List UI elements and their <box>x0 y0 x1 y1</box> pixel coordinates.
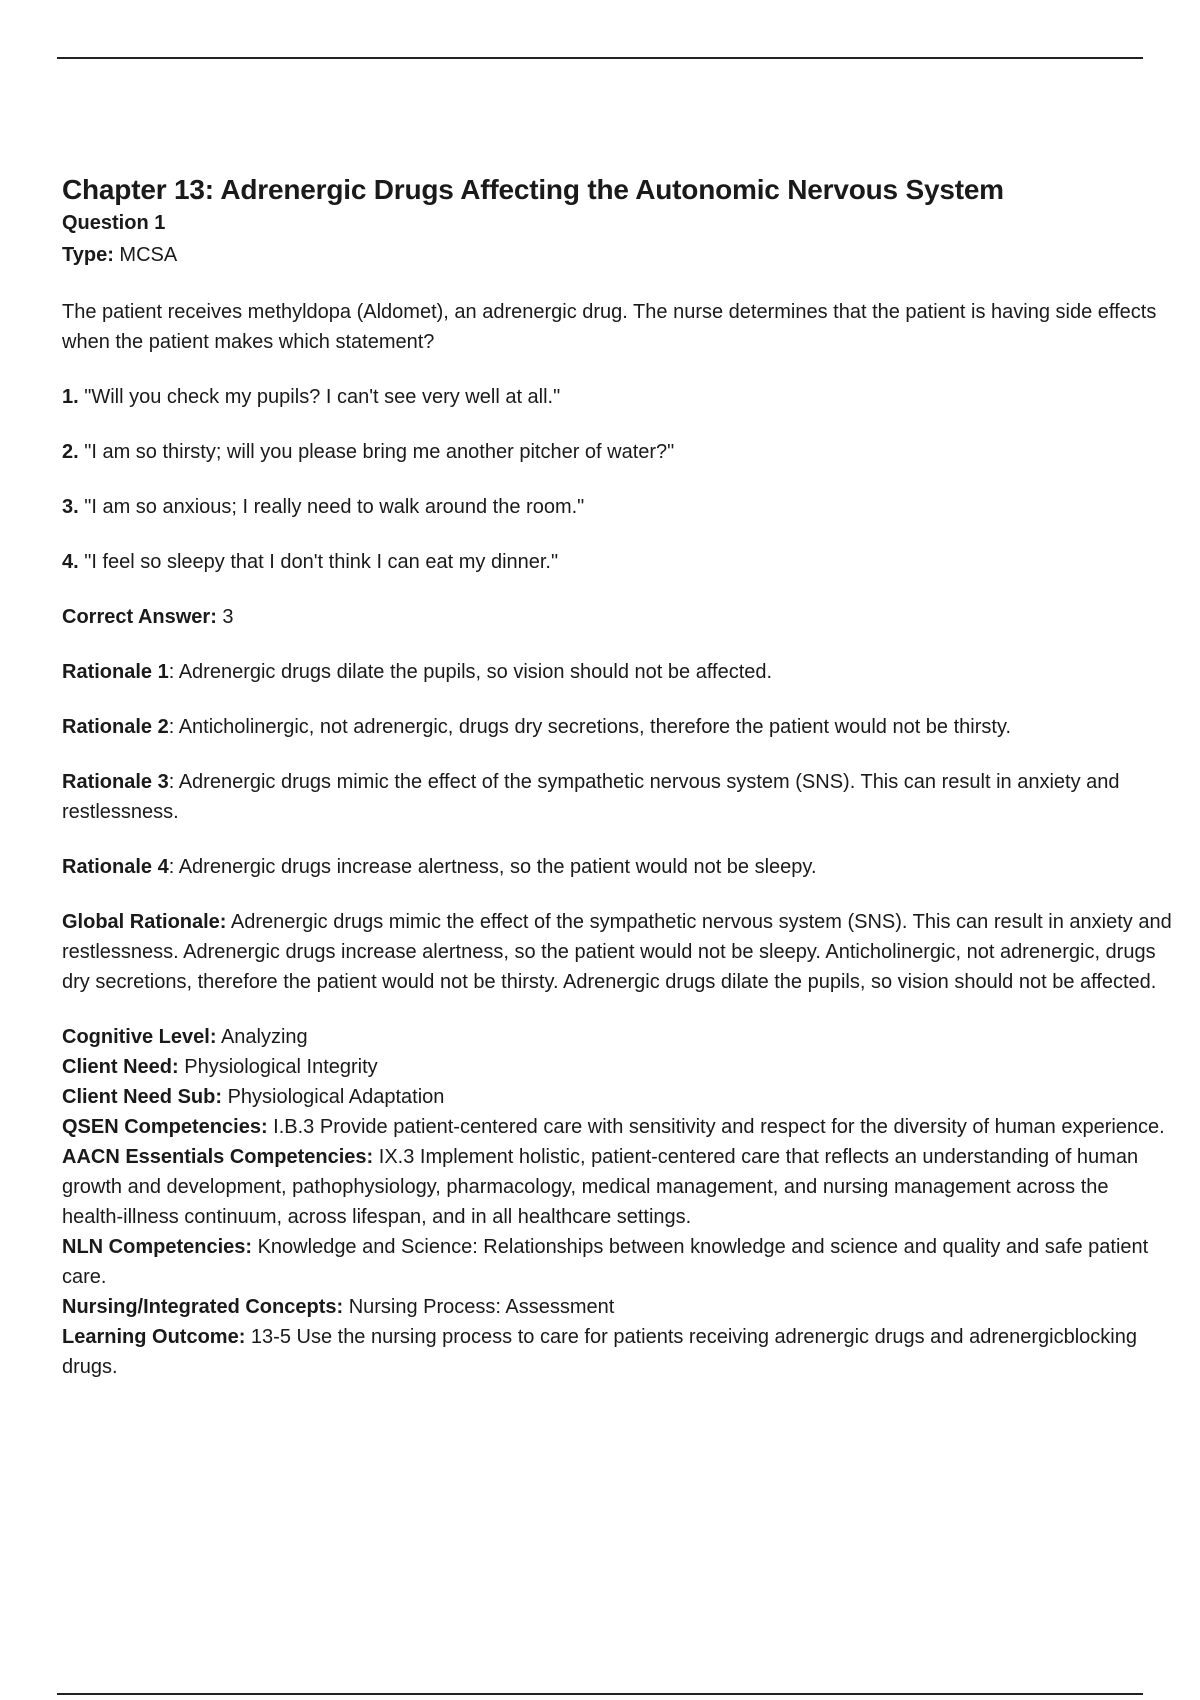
cognitive-level: Cognitive Level: Analyzing <box>62 1026 308 1048</box>
nln-competencies: NLN Competencies: Knowledge and Science: Relationships between knowledge and science and quality and safe patient care. <box>62 1236 1149 1288</box>
answer-option-1: 1. "Will you check my pupils? I can't see very well at all." <box>62 386 561 408</box>
rationale-1: Rationale 1: Adrenergic drugs dilate the pupils, so vision should not be affected. <box>62 661 773 683</box>
learning-outcome: Learning Outcome: 13-5 Use the nursing process to care for patients receiving adrenergic drugs and adrenergicblocking drugs. <box>62 1326 1137 1378</box>
correct-answer: Correct Answer: 3 <box>62 606 234 628</box>
chapter-title: Chapter 13: Adrenergic Drugs Affecting the Autonomic Nervous System <box>62 174 1004 205</box>
rationale-2: Rationale 2: Anticholinergic, not adrenergic, drugs dry secretions, therefore the patient would not be thirsty. <box>62 716 1012 738</box>
answer-option-4: 4. "I feel so sleepy that I don't think I can eat my dinner." <box>62 551 559 573</box>
document-body <box>62 172 1172 1382</box>
qsen-competencies: QSEN Competencies: I.B.3 Provide patient-centered care with sensitivity and respect for the diversity of human experience. <box>62 1116 1165 1138</box>
client-need-sub: Client Need Sub: Physiological Adaptation <box>62 1086 445 1108</box>
nursing-integrated-concepts: Nursing/Integrated Concepts: Nursing Process: Assessment <box>62 1296 615 1318</box>
header-rule <box>57 57 1143 59</box>
question-label: Question 1 <box>62 212 166 234</box>
answer-option-2: 2. "I am so thirsty; will you please bring me another pitcher of water?" <box>62 441 675 463</box>
question-stem: The patient receives methyldopa (Aldomet), an adrenergic drug. The nurse determines that the patient is having side effects when the patient makes which statement? <box>62 301 1157 353</box>
footer-rule <box>57 1693 1143 1695</box>
client-need: Client Need: Physiological Integrity <box>62 1056 378 1078</box>
question-metadata <box>62 1022 1172 1382</box>
rationale-4: Rationale 4: Adrenergic drugs increase alertness, so the patient would not be sleepy. <box>62 856 817 878</box>
rationale-3: Rationale 3: Adrenergic drugs mimic the effect of the sympathetic nervous system (SNS). This can result in anxiety and restlessness. <box>62 771 1120 823</box>
aacn-essentials-competencies: AACN Essentials Competencies: IX.3 Implement holistic, patient-centered care that reflects an understanding of human growth and development, pathophysiology, pharmacology, medical management, and nursing management across the health-illness continuum, across lifespan, and in all healthcare settings. <box>62 1146 1139 1228</box>
question-type: Type: MCSA <box>62 244 178 266</box>
global-rationale: Global Rationale: Adrenergic drugs mimic the effect of the sympathetic nervous system (SNS). This can result in anxiety and restlessness. Adrenergic drugs increase alertness, so the patient would not be sleepy. Anticholinergic, not adrenergic, drugs dry secretions, therefore the patient would not be thirsty. Adrenergic drugs dilate the pupils, so vision should not be affected. <box>62 911 1172 993</box>
answer-option-3: 3. "I am so anxious; I really need to walk around the room." <box>62 496 585 518</box>
